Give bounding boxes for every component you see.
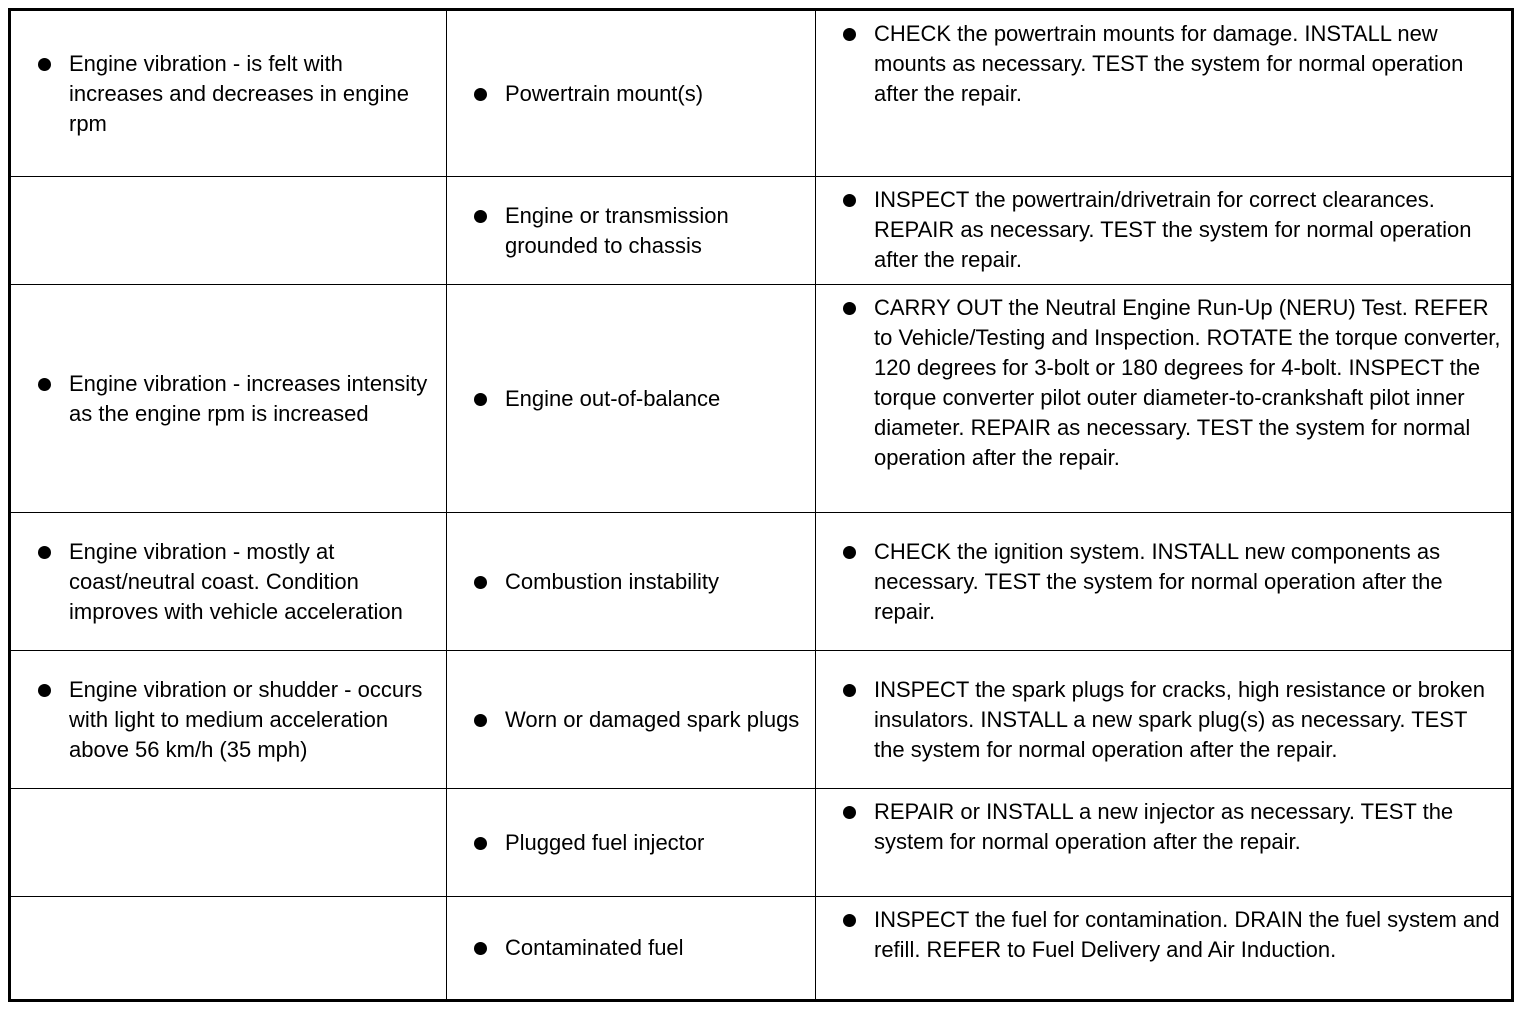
action-item bbox=[816, 19, 1511, 109]
action-cell bbox=[816, 897, 1513, 1001]
table-row bbox=[10, 897, 1513, 1001]
action-item bbox=[816, 675, 1511, 765]
cause-item bbox=[447, 567, 815, 597]
table-row bbox=[10, 789, 1513, 897]
cause-text: Combustion instability bbox=[505, 568, 719, 594]
condition-item bbox=[11, 675, 446, 765]
condition-item bbox=[11, 369, 446, 429]
action-item bbox=[816, 537, 1511, 627]
condition-cell bbox=[10, 285, 447, 513]
bullet-icon bbox=[474, 942, 487, 955]
cause-text: Engine out-of-balance bbox=[505, 385, 721, 411]
action-cell bbox=[816, 513, 1513, 651]
action-cell bbox=[816, 10, 1513, 177]
action-cell bbox=[816, 177, 1513, 285]
cause-item bbox=[447, 705, 815, 735]
bullet-icon bbox=[38, 684, 51, 697]
table-row bbox=[10, 651, 1513, 789]
action-cell bbox=[816, 285, 1513, 513]
action-cell bbox=[816, 789, 1513, 897]
condition-text: Engine vibration or shudder - occurs with light to medium acceleration above 56 km/h (35 mph) bbox=[69, 676, 423, 762]
action-text: INSPECT the spark plugs for cracks, high resistance or broken insulators. INSTALL a new spark plug(s) as necessary. TEST the system for normal operation after the repair. bbox=[874, 676, 1485, 762]
condition-text: Engine vibration - increases intensity as the engine rpm is increased bbox=[69, 370, 428, 426]
condition-item bbox=[11, 49, 446, 139]
cause-item bbox=[447, 933, 815, 963]
action-text: INSPECT the powertrain/drivetrain for correct clearances. REPAIR as necessary. TEST the system for normal operation after the repair. bbox=[874, 187, 1472, 272]
action-item bbox=[816, 905, 1511, 965]
cause-text: Contaminated fuel bbox=[505, 935, 684, 960]
condition-item bbox=[11, 537, 446, 627]
bullet-icon bbox=[474, 210, 487, 223]
table-row bbox=[10, 177, 1513, 285]
bullet-icon bbox=[474, 714, 487, 727]
cause-cell bbox=[447, 177, 816, 285]
condition-cell bbox=[10, 513, 447, 651]
condition-text: Engine vibration - is felt with increases and decreases in engine rpm bbox=[69, 50, 410, 136]
action-text: CHECK the powertrain mounts for damage. INSTALL new mounts as necessary. TEST the system for normal operation after the repair. bbox=[874, 21, 1464, 106]
action-item bbox=[816, 185, 1511, 275]
table-row bbox=[10, 285, 1513, 513]
cause-cell bbox=[447, 10, 816, 177]
bullet-icon bbox=[474, 393, 487, 406]
condition-cell bbox=[10, 651, 447, 789]
action-text: INSPECT the fuel for contamination. DRAIN the fuel system and refill. REFER to Fuel Delivery and Air Induction. bbox=[874, 907, 1500, 962]
cause-cell bbox=[447, 651, 816, 789]
bullet-icon bbox=[474, 576, 487, 589]
diagnosis-table bbox=[8, 8, 1514, 1002]
bullet-icon bbox=[843, 302, 856, 315]
bullet-icon bbox=[474, 837, 487, 850]
cause-text: Engine or transmission grounded to chassis bbox=[505, 202, 729, 258]
bullet-icon bbox=[474, 88, 487, 101]
cause-cell bbox=[447, 789, 816, 897]
condition-cell bbox=[10, 897, 447, 1001]
bullet-icon bbox=[38, 58, 51, 71]
condition-cell bbox=[10, 10, 447, 177]
cause-text: Plugged fuel injector bbox=[505, 829, 705, 855]
cause-text: Worn or damaged spark plugs bbox=[505, 706, 800, 732]
action-text: REPAIR or INSTALL a new injector as necessary. TEST the system for normal operation after the repair. bbox=[874, 799, 1454, 854]
cause-text: Powertrain mount(s) bbox=[505, 80, 704, 106]
cause-cell bbox=[447, 897, 816, 1001]
table-row bbox=[10, 10, 1513, 177]
action-cell bbox=[816, 651, 1513, 789]
cause-item bbox=[447, 79, 815, 109]
cause-item bbox=[447, 384, 815, 414]
bullet-icon bbox=[38, 378, 51, 391]
bullet-icon bbox=[843, 546, 856, 559]
bullet-icon bbox=[38, 546, 51, 559]
condition-cell bbox=[10, 177, 447, 285]
action-item bbox=[816, 293, 1511, 473]
cause-cell bbox=[447, 513, 816, 651]
action-item bbox=[816, 797, 1511, 857]
condition-cell bbox=[10, 789, 447, 897]
bullet-icon bbox=[843, 194, 856, 207]
action-text: CHECK the ignition system. INSTALL new components as necessary. TEST the system for normal operation after the repair. bbox=[874, 538, 1443, 624]
bullet-icon bbox=[843, 806, 856, 819]
cause-cell bbox=[447, 285, 816, 513]
table-row bbox=[10, 513, 1513, 651]
condition-text: Engine vibration - mostly at coast/neutral coast. Condition improves with vehicle acceleration bbox=[69, 538, 403, 624]
action-text: CARRY OUT the Neutral Engine Run-Up (NERU) Test. REFER to Vehicle/Testing and Inspection. ROTATE the torque converter, 120 degrees for 3-bolt or 180 degrees for 4-bolt. INSPECT the torque converter pilot outer diameter-to-crankshaft pilot inner diameter. REPAIR as necessary. TEST the system for normal operation after the repair. bbox=[874, 295, 1501, 470]
bullet-icon bbox=[843, 914, 856, 927]
bullet-icon bbox=[843, 28, 856, 41]
cause-item bbox=[447, 201, 815, 261]
bullet-icon bbox=[843, 684, 856, 697]
cause-item bbox=[447, 828, 815, 858]
